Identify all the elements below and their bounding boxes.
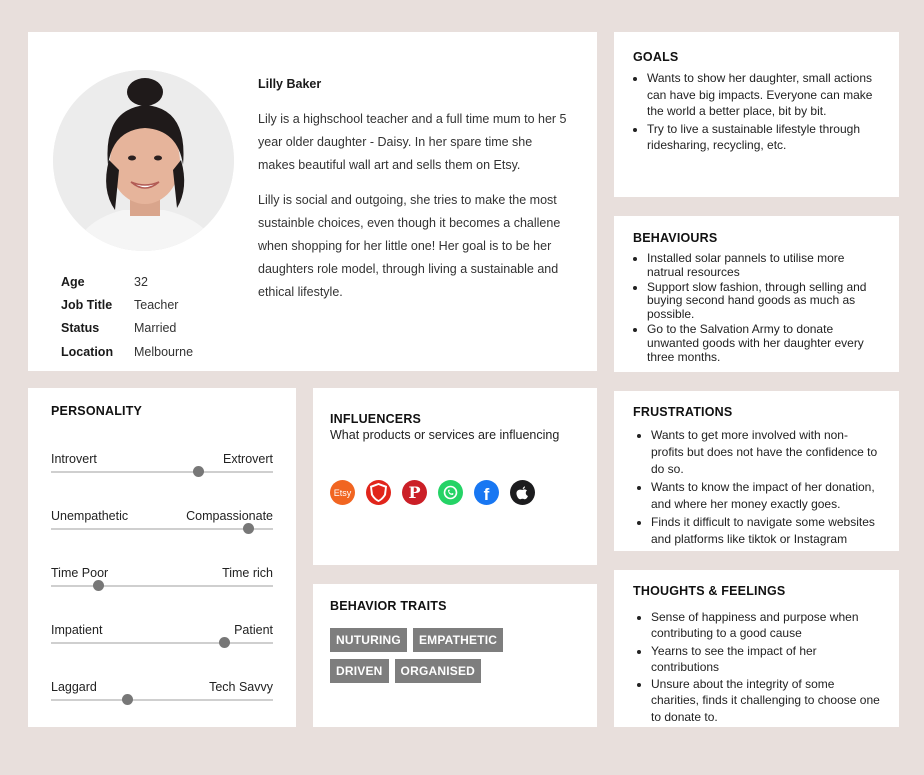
influencers-subtitle: What products or services are influencing <box>330 428 560 442</box>
fact-row <box>61 293 193 316</box>
influencers-card <box>313 388 597 565</box>
thoughts-card <box>614 570 899 727</box>
slider-track[interactable] <box>51 699 273 701</box>
slider-right-label: Tech Savvy <box>209 680 273 694</box>
fact-label: Job Title <box>61 297 113 312</box>
goals-list <box>633 70 880 154</box>
fact-row <box>61 317 193 340</box>
personality-slider[interactable] <box>51 452 273 473</box>
goals-card <box>614 32 899 197</box>
etsy-icon <box>330 480 355 505</box>
fact-label: Location <box>61 344 114 359</box>
influencers-title: INFLUENCERS <box>330 412 422 426</box>
behavior-traits-card <box>313 584 597 727</box>
slider-right-label: Extrovert <box>222 452 273 466</box>
facebook-icon: f <box>474 480 499 505</box>
fact-row <box>61 270 193 293</box>
traits-title: BEHAVIOR TRAITS <box>330 599 447 613</box>
slider-left-label: Laggard <box>51 680 97 694</box>
persona-name: Lilly Baker <box>258 77 322 91</box>
personality-slider[interactable] <box>51 509 273 530</box>
slider-left-label: Time Poor <box>51 566 109 580</box>
influencer-logos <box>330 480 580 505</box>
profile-photo <box>53 70 234 251</box>
trait-tags <box>330 628 530 683</box>
fact-value: Melbourne <box>134 344 194 359</box>
behaviours-title: BEHAVIOURS <box>633 231 718 245</box>
slider-track[interactable] <box>51 471 273 473</box>
list-item: • Support slow fashion, through selling and buying second hand goods as much as possible. <box>647 281 880 322</box>
list-item: • Go to the Salvation Army to donate unwanted goods with her daughter every three months. <box>647 323 880 364</box>
list-item: • Wants to know the impact of her donation, and where her money exactly goes. <box>651 479 880 513</box>
slider-track[interactable] <box>51 528 273 530</box>
slider-right-label: Compassionate <box>186 509 273 523</box>
list-item: • Installed solar pannels to utilise more natrual resources <box>647 252 880 280</box>
personality-card <box>28 388 296 727</box>
personality-slider[interactable] <box>51 623 273 644</box>
list-item: • Sense of happiness and purpose when contributing to a good cause <box>651 609 880 642</box>
apple-icon <box>510 480 535 505</box>
trait-tag: DRIVEN <box>330 659 389 683</box>
slider-left-label: Impatient <box>51 623 103 637</box>
trait-tag: NUTURING <box>330 628 407 652</box>
list-item: • Try to live a sustainable lifestyle through ridesharing, recycling, etc. <box>647 121 880 154</box>
thoughts-title: THOUGHTS & FEELINGS <box>633 584 786 598</box>
slider-track[interactable] <box>51 642 273 644</box>
slider-right-label: Patient <box>234 623 273 637</box>
thoughts-list <box>633 609 880 725</box>
slider-knob[interactable] <box>122 694 133 705</box>
personality-title: PERSONALITY <box>51 404 143 418</box>
personality-slider[interactable] <box>51 680 273 701</box>
pinterest-icon: P <box>402 480 427 505</box>
frustrations-list <box>633 427 880 548</box>
slider-track[interactable] <box>51 585 273 587</box>
frustrations-title: FRUSTRATIONS <box>633 405 733 419</box>
personality-slider[interactable] <box>51 566 273 587</box>
fact-value: Teacher <box>134 297 179 312</box>
slider-knob[interactable] <box>193 466 204 477</box>
bio-paragraph: Lilly is social and outgoing, she tries to make the most sustainble choices, even though it becomes a challene when shopping for her little one! Her goal is to be her daughters role model, through living a sustainable and ethical lifestyle. <box>258 193 561 299</box>
bio-paragraph: Lily is a highschool teacher and a full time mum to her 5 year older daughter - Daisy. In her spare time she makes beautiful wall art and sells them on Etsy. <box>258 112 567 172</box>
slider-knob[interactable] <box>243 523 254 534</box>
goals-title: GOALS <box>633 50 679 64</box>
slider-right-label: Time rich <box>222 566 273 580</box>
list-item: • Finds it difficult to navigate some websites and platforms like tiktok or Instagram <box>651 514 880 548</box>
persona-bio <box>258 108 568 316</box>
list-item: • Wants to show her daughter, small actions can have big impacts. Everyone can make the world a better place, bit by bit. <box>647 70 880 120</box>
list-item: • Yearns to see the impact of her contributions <box>651 643 880 676</box>
salvation-army-icon <box>366 480 391 505</box>
frustrations-card <box>614 391 899 551</box>
slider-left-label: Introvert <box>51 452 97 466</box>
fact-value: Married <box>134 321 177 336</box>
avatar <box>53 70 234 251</box>
slider-left-label: Unempathetic <box>51 509 129 523</box>
list-item: • Wants to get more involved with non-profits but does not have the confidence to do so. <box>651 427 880 478</box>
persona-facts <box>61 270 193 363</box>
behaviours-card <box>614 216 899 372</box>
trait-tag: EMPATHETIC <box>413 628 503 652</box>
fact-value: 32 <box>134 274 148 289</box>
behaviours-list <box>633 252 880 364</box>
fact-label: Status <box>61 321 100 336</box>
fact-label: Age <box>61 274 85 289</box>
whatsapp-icon <box>438 480 463 505</box>
slider-knob[interactable] <box>219 637 230 648</box>
etsy-label: Etsy <box>333 487 352 498</box>
slider-knob[interactable] <box>93 580 104 591</box>
list-item: • Unsure about the integrity of some charities, finds it challenging to choose one to donate to. <box>651 676 880 725</box>
trait-tag: ORGANISED <box>395 659 481 683</box>
fact-row <box>61 340 193 363</box>
profile-card <box>28 32 597 371</box>
